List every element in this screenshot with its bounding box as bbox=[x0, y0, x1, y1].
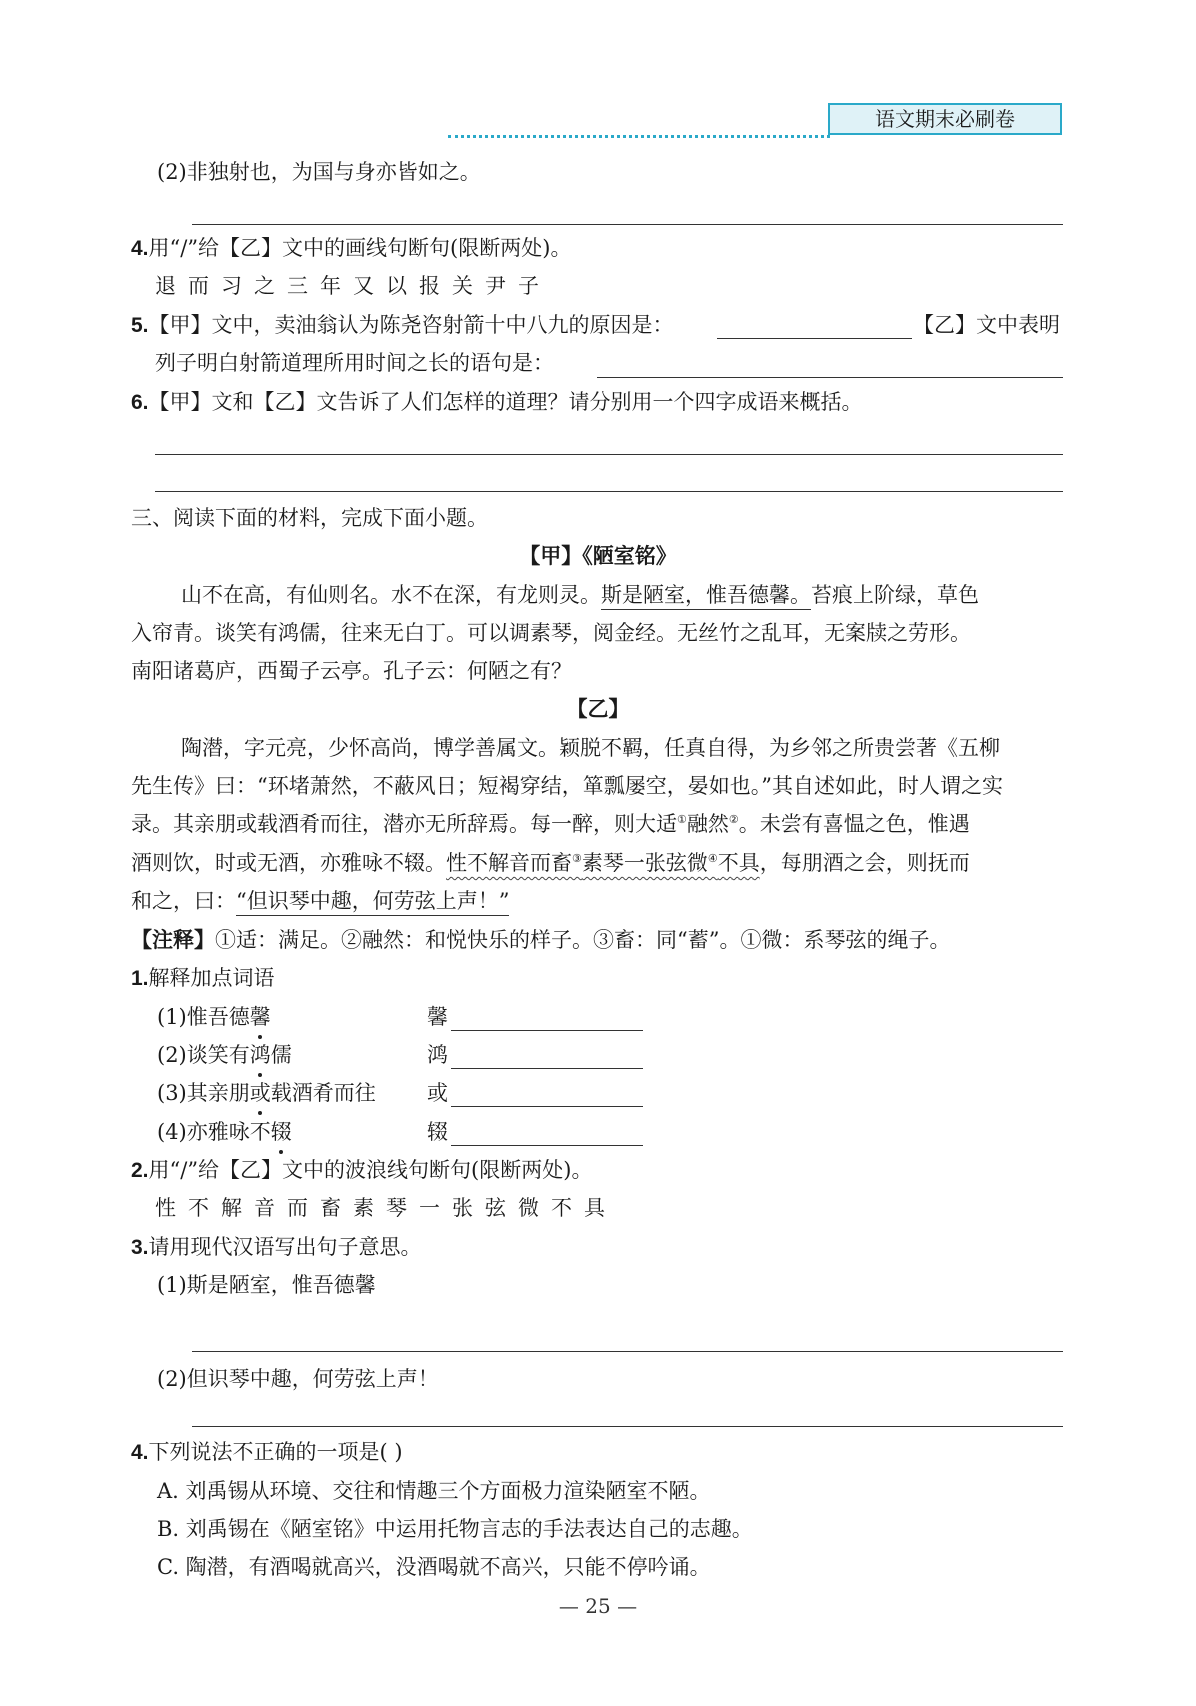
q1-item-word: 鸿 bbox=[427, 1043, 448, 1067]
question-6 bbox=[131, 387, 863, 418]
answer-blank[interactable] bbox=[451, 1106, 643, 1107]
header-dotted-rule bbox=[448, 135, 830, 138]
question-5 bbox=[131, 310, 674, 341]
question-5-line2: 列子明白射箭道理所用时间之长的语句是： bbox=[155, 351, 554, 375]
passage-jia-line: 入帘青。谈笑有鸿儒，往来无白丁。可以调素琴，阅金经。无丝竹之乱耳，无案牍之劳形。 bbox=[131, 621, 971, 645]
answer-blank[interactable] bbox=[451, 1030, 643, 1031]
question-5-cont: 【乙】文中表明 bbox=[913, 313, 1060, 337]
answer-blank[interactable] bbox=[597, 377, 1063, 378]
answer-blank[interactable] bbox=[451, 1068, 643, 1069]
passage-yi-line: 陶潜，字元亮，少怀高尚，博学善属文。颖脱不羁，任真自得，为乡邻之所贵尝著《五柳 bbox=[181, 736, 1000, 760]
question-4-choice bbox=[131, 1437, 403, 1468]
page-number: — 25 — bbox=[558, 1594, 638, 1618]
question-number: 4. bbox=[131, 1441, 149, 1464]
question-number: 2. bbox=[131, 1159, 149, 1182]
passage-yi-line: 和之，曰：“但识琴中趣，何劳弦上声！” bbox=[131, 886, 509, 916]
q3-2-text: (2)非独射也，为国与身亦皆如之。 bbox=[157, 160, 481, 184]
passage-jia-line: 山不在高，有仙则名。水不在深，有龙则灵。斯是陋室，惟吾德馨。苔痕上阶绿，草色 bbox=[181, 580, 979, 610]
header-badge: 语文期末必刷卷 bbox=[828, 103, 1062, 135]
q3-item: (2)但识琴中趣，何劳弦上声！ bbox=[157, 1367, 439, 1391]
dotted-word: 辍 bbox=[271, 1117, 292, 1147]
q1-item: (4)亦雅咏不辍 bbox=[157, 1117, 292, 1147]
wavy-sentence: 性不解音而畜③素琴一张弦微④不具 bbox=[446, 851, 760, 875]
question-number: 4. bbox=[131, 237, 149, 260]
notes-label: 【注释】 bbox=[131, 927, 215, 952]
choice-a: A. 刘禹锡从环境、交往和情趣三个方面极力渲染陋室不陋。 bbox=[157, 1479, 711, 1503]
question-4 bbox=[131, 233, 571, 264]
q1-item: (2)谈笑有鸿儒 bbox=[157, 1040, 292, 1070]
footnote-mark: ③ bbox=[572, 852, 582, 865]
section-heading: 三、阅读下面的材料，完成下面小题。 bbox=[131, 506, 488, 530]
notes-text: ①适：满足。②融然：和悦快乐的样子。③畜：同“蓄”。①微：系琴弦的绳子。 bbox=[215, 928, 951, 952]
punctuation-sentence: 退而习之三年又以报关尹子 bbox=[155, 274, 551, 298]
passage-jia-line: 南阳诸葛庐，西蜀子云亭。孔子云：何陋之有？ bbox=[131, 659, 572, 683]
passage-yi-line: 酒则饮，时或无酒，亦雅咏不辍。性不解音而畜③素琴一张弦微④不具，每朋酒之会，则抚而 bbox=[131, 851, 970, 875]
underlined-sentence: “但识琴中趣，何劳弦上声！” bbox=[236, 889, 509, 916]
question-number: 5. bbox=[131, 314, 149, 337]
answer-blank[interactable] bbox=[717, 338, 912, 339]
q3-item: (1)斯是陋室，惟吾德馨 bbox=[157, 1273, 376, 1297]
question-number: 6. bbox=[131, 391, 149, 414]
answer-line[interactable] bbox=[155, 491, 1063, 492]
question-text: 请用现代汉语写出句子意思。 bbox=[148, 1235, 422, 1259]
notes bbox=[131, 925, 950, 955]
question-1 bbox=[131, 963, 275, 994]
passage-yi-line: 先生传》曰：“环堵萧然，不蔽风日；短褐穿结，箪瓢屡空，晏如也。”其自述如此，时人谓之实 bbox=[131, 774, 1003, 798]
footnote-mark: ② bbox=[728, 813, 739, 826]
question-number: 3. bbox=[131, 1236, 149, 1259]
q1-item-word: 馨 bbox=[427, 1005, 448, 1029]
underlined-sentence: 斯是陋室，惟吾德馨。 bbox=[601, 583, 811, 610]
dotted-word: 鸿 bbox=[250, 1040, 271, 1070]
choice-c: C. 陶潜，有酒喝就高兴，没酒喝就不高兴，只能不停吟诵。 bbox=[157, 1555, 711, 1579]
footnote-mark: ① bbox=[677, 813, 687, 826]
answer-line[interactable] bbox=[192, 1351, 1063, 1352]
question-text: 解释加点词语 bbox=[148, 966, 275, 990]
question-2 bbox=[131, 1155, 592, 1186]
answer-line[interactable] bbox=[192, 1426, 1063, 1427]
punctuation-sentence: 性不解音而畜素琴一张弦微不具 bbox=[155, 1196, 617, 1220]
question-3 bbox=[131, 1232, 422, 1263]
choice-b: B. 刘禹锡在《陋室铭》中运用托物言志的手法表达自己的志趣。 bbox=[157, 1517, 753, 1541]
question-text: 下列说法不正确的一项是( ) bbox=[148, 1440, 403, 1464]
question-text: 【甲】文和【乙】文告诉了人们怎样的道理？请分别用一个四字成语来概括。 bbox=[148, 390, 863, 414]
answer-line[interactable] bbox=[155, 454, 1063, 455]
dotted-word: 或 bbox=[250, 1078, 271, 1108]
answer-line[interactable] bbox=[192, 224, 1063, 225]
q1-item: (1)惟吾德馨 bbox=[157, 1002, 271, 1032]
question-text: 【甲】文中，卖油翁认为陈尧咨射箭十中八九的原因是： bbox=[148, 313, 674, 337]
passage-yi-line: 录。其亲朋或载酒肴而往，潜亦无所辞焉。每一醉，则大适①融然②。未尝有喜愠之色，惟遇 bbox=[131, 812, 970, 836]
question-text: 用“/”给【乙】文中的波浪线句断句(限断两处)。 bbox=[148, 1158, 593, 1182]
answer-blank[interactable] bbox=[451, 1145, 643, 1146]
passage-jia-title: 【甲】《陋室铭》 bbox=[519, 543, 677, 568]
q1-item: (3)其亲朋或载酒肴而往 bbox=[157, 1078, 376, 1108]
footnote-mark: ④ bbox=[707, 852, 718, 865]
dotted-word: 馨 bbox=[250, 1002, 271, 1032]
q1-item-word: 辍 bbox=[427, 1120, 448, 1144]
question-number: 1. bbox=[131, 967, 149, 990]
passage-yi-title: 【乙】 bbox=[566, 696, 630, 721]
q1-item-word: 或 bbox=[427, 1081, 448, 1105]
question-text: 用“/”给【乙】文中的画线句断句(限断两处)。 bbox=[148, 236, 572, 260]
